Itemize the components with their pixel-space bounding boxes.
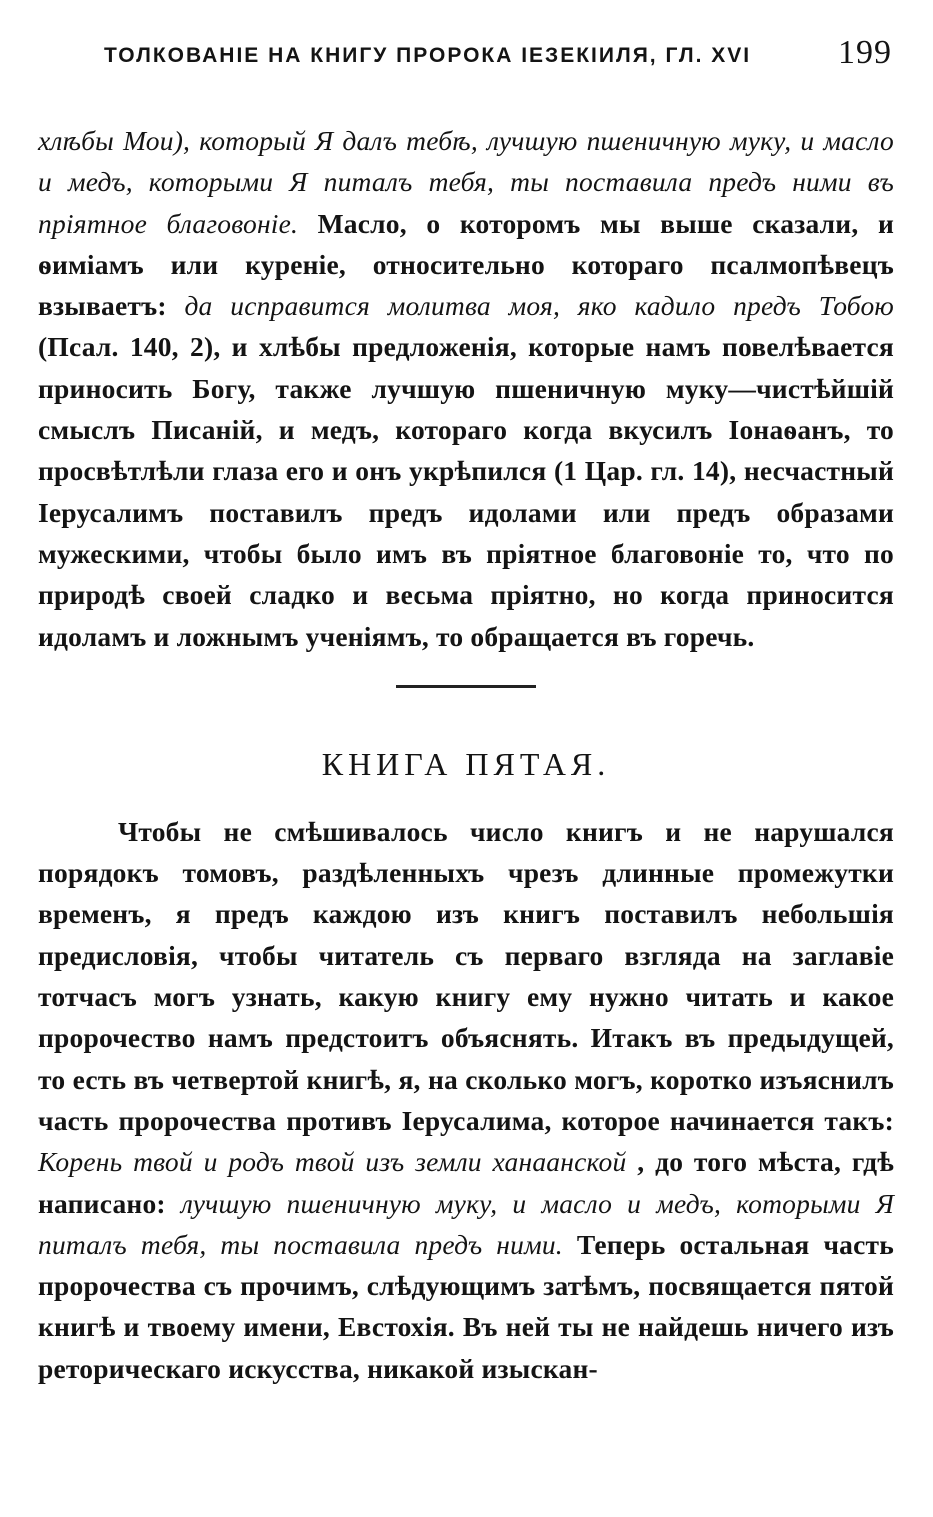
text-span: лучшую пшеничную муку, и масло и медъ, которыми Я питалъ тебя, ты поставила предъ ними. [38,1187,895,1260]
text-span: Масло, о которомъ мы выше сказали, и ѳиміамъ или куреніе, относительно котораго псалмопѣвецъ взываетъ: [38,207,894,322]
text-span: Корень твой и родъ твой изъ земли ханаанской [38,1146,627,1178]
text-span: Теперь остальная часть пророчества съ прочимъ, слѣдующимъ затѣмъ, посвящается пятой книгѣ и твоему имени, Евстохія. Въ ней ты не найдешь ничего изъ реторическаго искусства, никакой изыскан- [38,1228,894,1384]
book-page [38,30,894,1389]
text-span: Чтобы не смѣшивалось число книгъ и не нарушался порядокъ томовъ, раздѣленныхъ чрезъ длинные промежутки временъ, я предъ каждою изъ книгъ поставилъ небольшія предисловія, чтобы читатель съ перваго взгляда на заглавіе тотчасъ могъ узнать, какую книгу ему нужно читать и какое пророчество намъ предстоитъ объяснять. Итакъ въ предыдущей, то есть въ четвертой книгѣ, я, на сколько могъ, коротко изъяснилъ часть пророчества противъ Іерусалима, которое начинается такъ: [38,815,894,1136]
text-span: (Псал. 140, 2), и хлѣбы предложенія, которые намъ повелѣвается приносить Богу, также лучшую пшеничную муку—чистѣйшій смыслъ Писаній, и медъ, котораго когда вкусилъ Іонаѳанъ, то просвѣтлѣли глаза его и онъ укрѣпился (1 Цар. гл. 14), несчастный Іерусалимъ поставилъ предъ идолами или предъ образами мужескими, чтобы было имъ въ пріятное благовоніе то, что по природѣ своей сладко и весьма пріятно, но когда приносится идоламъ и ложнымъ ученіямъ, то обращается въ горечь. [38,331,894,652]
section-title: КНИГА ПЯТАЯ. [321,745,611,782]
text-span: да исправится молитва моя, яко кадило предъ Тобою [184,290,894,322]
text-span: , до того мѣста, гдѣ написано: [38,1146,894,1219]
running-header [38,30,894,80]
body-text [38,120,894,1389]
paragraph-1 [38,120,894,657]
section-divider [396,685,536,688]
running-title: ТОЛКОВАНІЕ НА КНИГУ ПРОРОКА ІЕЗЕКІИЛЯ, ГЛ. XVI [104,44,752,67]
text-span: хлѣбы Мои), который Я далъ тебѣ, лучшую пшеничную муку, и масло и медъ, которыми Я питалъ тебя, ты поставила предъ ними въ пріятное благовоніе. [38,125,894,239]
paragraph-2 [38,811,894,1389]
page-number: 199 [838,34,892,71]
